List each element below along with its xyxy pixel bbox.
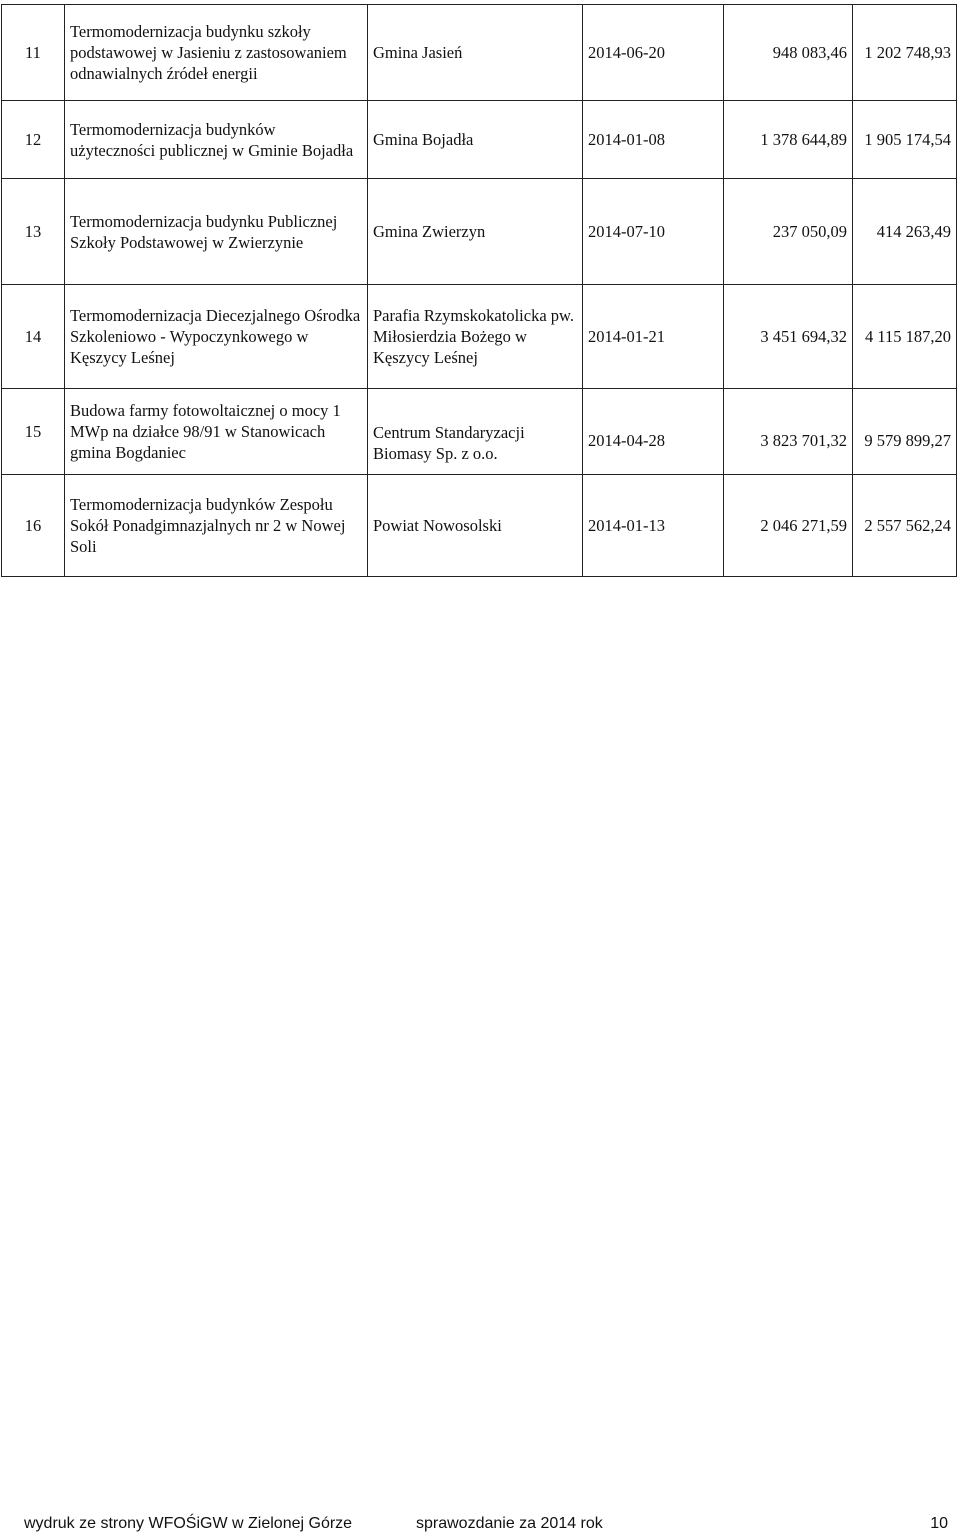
row-number: 14 bbox=[2, 285, 65, 389]
beneficiary: Gmina Jasień bbox=[368, 5, 583, 101]
beneficiary: Gmina Bojadła bbox=[368, 101, 583, 179]
grant-amount: 2 046 271,59 bbox=[724, 475, 853, 577]
page-footer bbox=[0, 1514, 960, 1534]
row-number: 13 bbox=[2, 179, 65, 285]
beneficiary: Centrum Standaryzacji Biomasy Sp. z o.o. bbox=[368, 389, 583, 475]
project-cost: 2 557 562,24 bbox=[853, 475, 957, 577]
agreement-date: 2014-04-28 bbox=[583, 389, 724, 475]
footer-source: wydruk ze strony WFOŚiGW w Zielonej Górze bbox=[24, 1515, 353, 1532]
footer-report: sprawozdanie za 2014 rok bbox=[416, 1515, 603, 1532]
table-row bbox=[2, 5, 957, 101]
agreement-date: 2014-01-21 bbox=[583, 285, 724, 389]
table-row bbox=[2, 285, 957, 389]
beneficiary: Powiat Nowosolski bbox=[368, 475, 583, 577]
grant-amount: 237 050,09 bbox=[724, 179, 853, 285]
agreement-date: 2014-01-13 bbox=[583, 475, 724, 577]
project-title: Termomodernizacja Diecezjalnego Ośrodka Szkoleniowo - Wypoczynkowego w Kęszycy Leśnej bbox=[65, 285, 368, 389]
project-cost: 9 579 899,27 bbox=[853, 389, 957, 475]
agreement-date: 2014-07-10 bbox=[583, 179, 724, 285]
row-number: 11 bbox=[2, 5, 65, 101]
grant-amount: 948 083,46 bbox=[724, 5, 853, 101]
page-number: 10 bbox=[930, 1515, 948, 1532]
project-cost: 1 202 748,93 bbox=[853, 5, 957, 101]
grant-amount: 1 378 644,89 bbox=[724, 101, 853, 179]
project-cost: 414 263,49 bbox=[853, 179, 957, 285]
row-number: 15 bbox=[2, 389, 65, 475]
project-title: Termomodernizacja budynku szkoły podstawowej w Jasieniu z zastosowaniem odnawialnych źródeł energii bbox=[65, 5, 368, 101]
project-cost: 1 905 174,54 bbox=[853, 101, 957, 179]
table-row bbox=[2, 475, 957, 577]
table-row bbox=[2, 101, 957, 179]
beneficiary: Gmina Zwierzyn bbox=[368, 179, 583, 285]
project-title: Termomodernizacja budynków Zespołu Sokół Ponadgimnazjalnych nr 2 w Nowej Soli bbox=[65, 475, 368, 577]
project-title: Termomodernizacja budynku Publicznej Szkoły Podstawowej w Zwierzynie bbox=[65, 179, 368, 285]
agreement-date: 2014-06-20 bbox=[583, 5, 724, 101]
grant-amount: 3 823 701,32 bbox=[724, 389, 853, 475]
project-cost: 4 115 187,20 bbox=[853, 285, 957, 389]
project-title: Budowa farmy fotowoltaicznej o mocy 1 MWp na działce 98/91 w Stanowicach gmina Bogdaniec bbox=[65, 389, 368, 475]
row-number: 12 bbox=[2, 101, 65, 179]
grant-amount: 3 451 694,32 bbox=[724, 285, 853, 389]
table-row bbox=[2, 389, 957, 475]
row-number: 16 bbox=[2, 475, 65, 577]
table-row bbox=[2, 179, 957, 285]
grants-table bbox=[1, 4, 957, 577]
beneficiary: Parafia Rzymskokatolicka pw. Miłosierdzia Bożego w Kęszycy Leśnej bbox=[368, 285, 583, 389]
project-title: Termomodernizacja budynków użyteczności publicznej w Gminie Bojadła bbox=[65, 101, 368, 179]
agreement-date: 2014-01-08 bbox=[583, 101, 724, 179]
